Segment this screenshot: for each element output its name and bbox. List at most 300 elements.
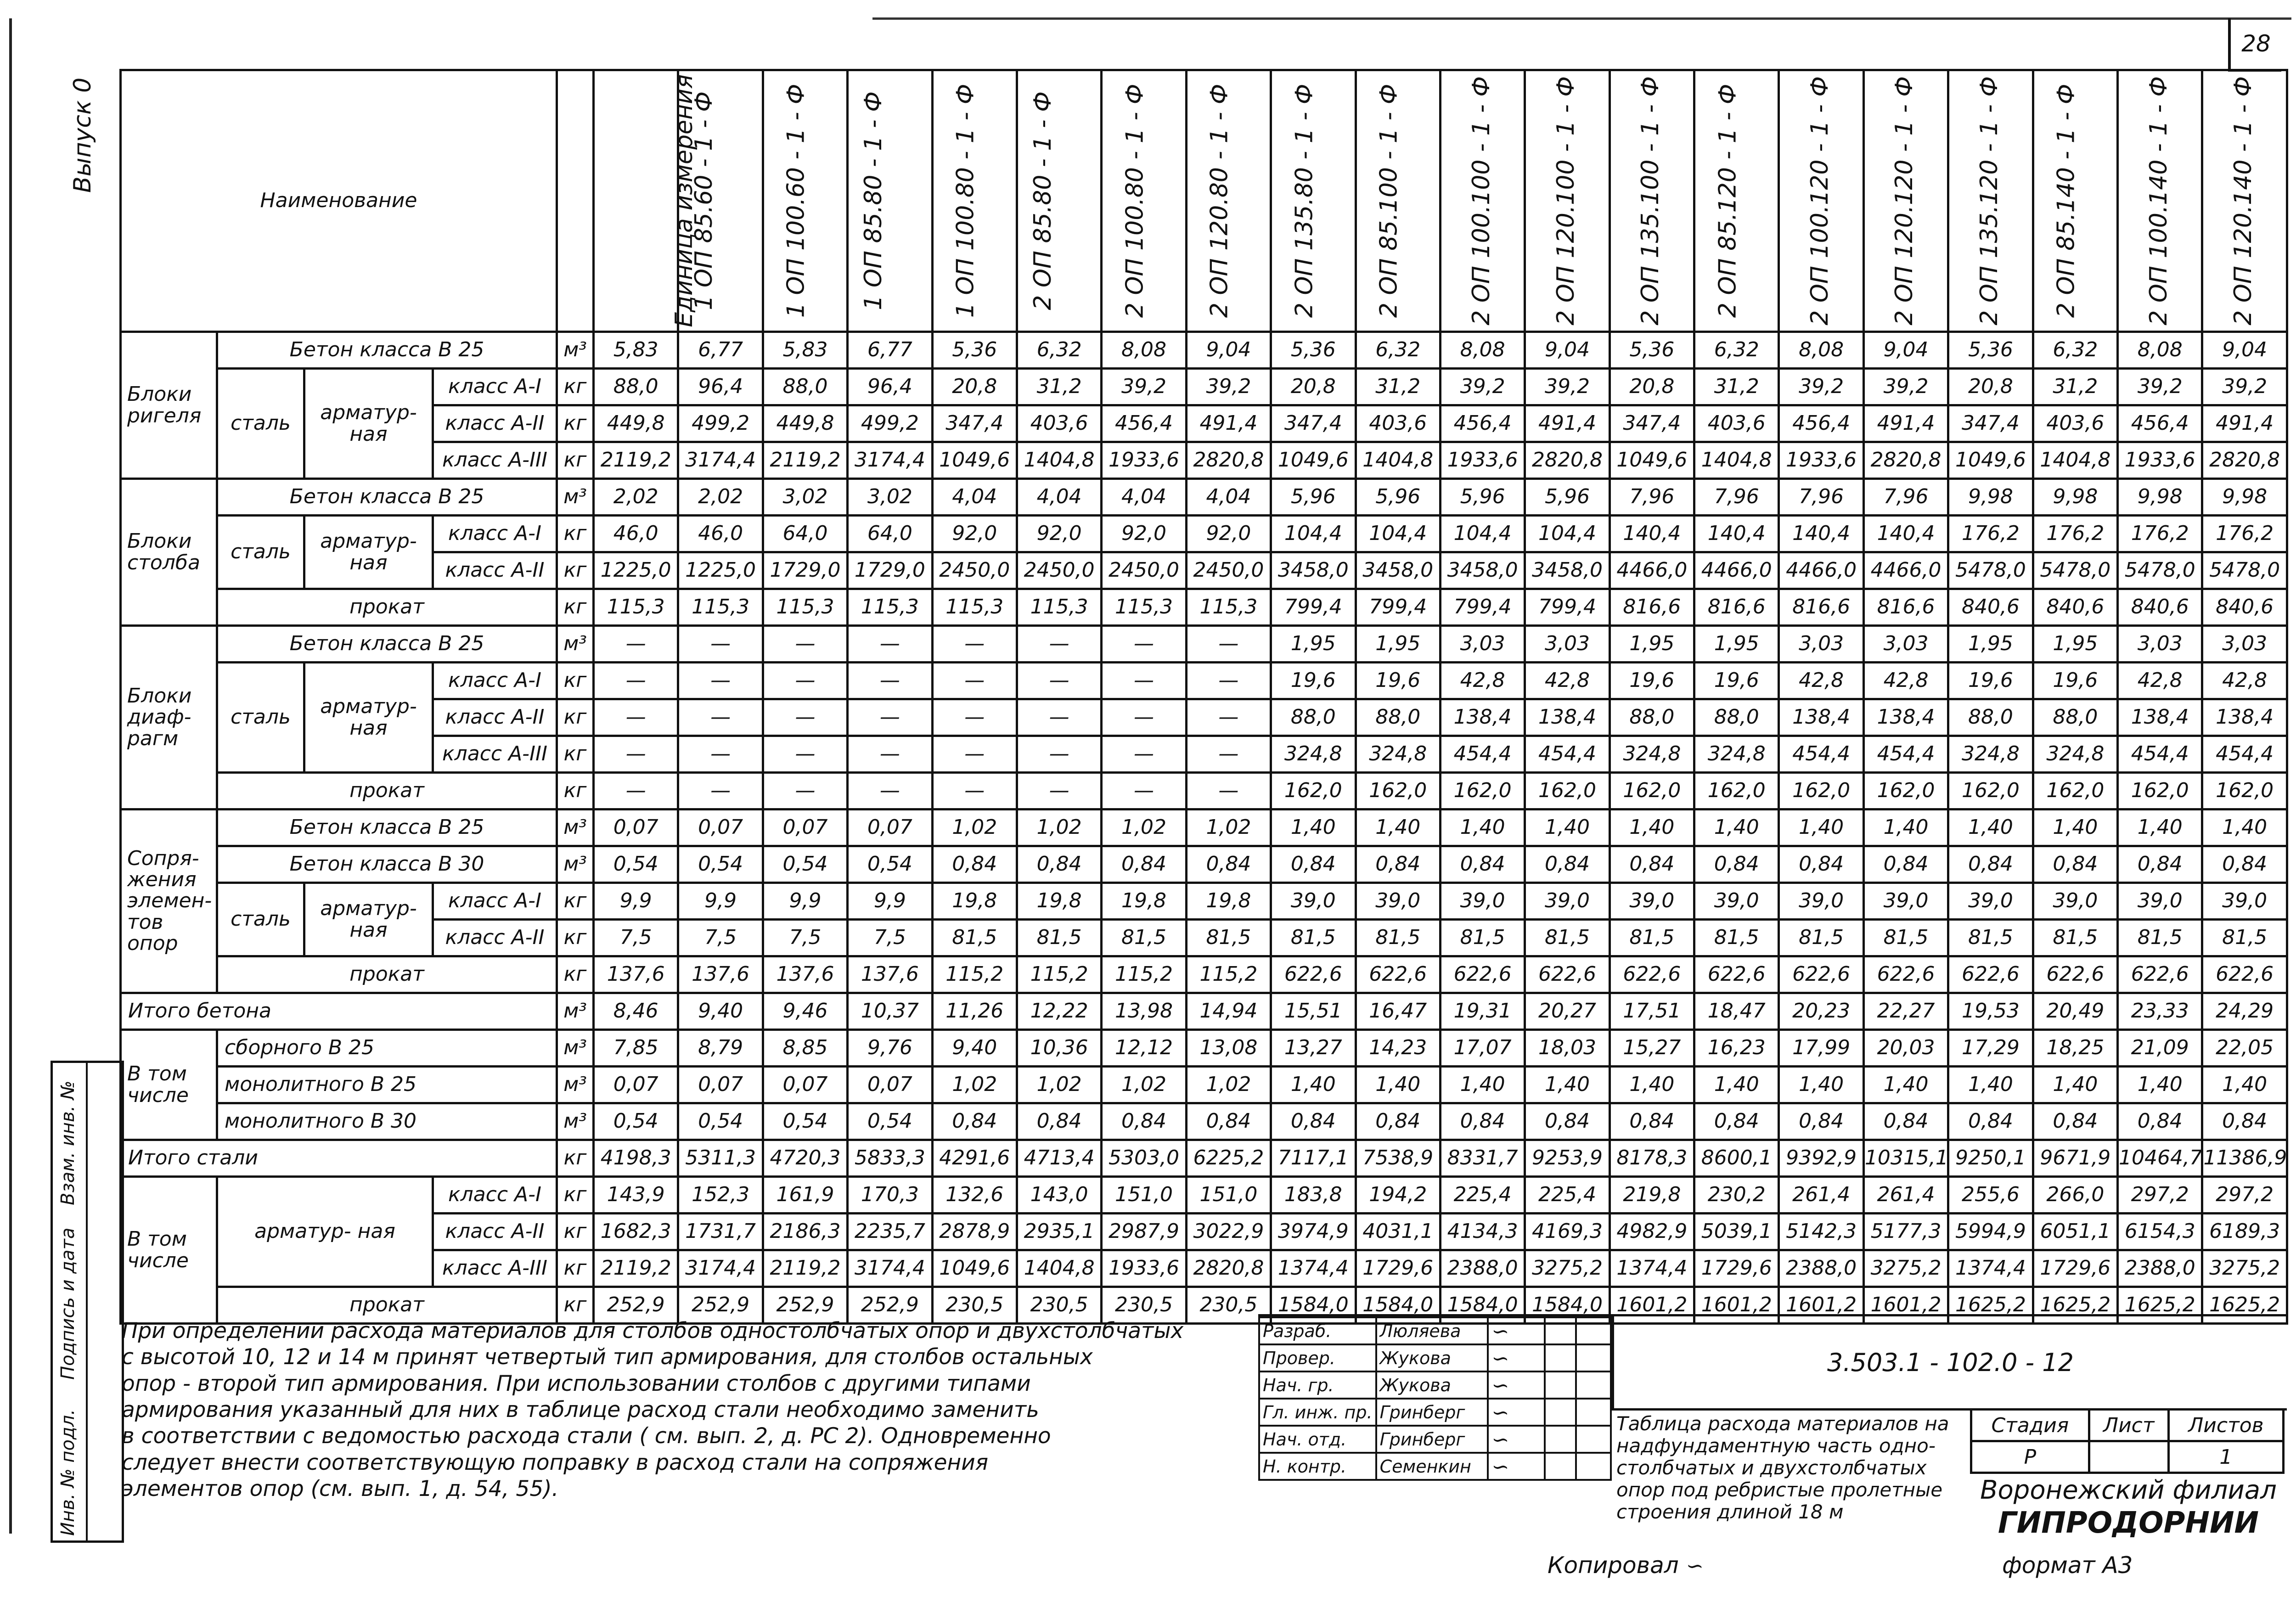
value-cell: 81,5 bbox=[1948, 920, 2033, 956]
value-cell: 622,6 bbox=[1863, 956, 1948, 993]
value-cell: 176,2 bbox=[2033, 516, 2117, 552]
value-cell: — bbox=[763, 663, 847, 699]
value-cell: 622,6 bbox=[1440, 956, 1525, 993]
value-cell: 324,8 bbox=[1694, 736, 1779, 773]
value-cell: 6,77 bbox=[848, 332, 932, 369]
value-cell: 0,84 bbox=[932, 1103, 1017, 1140]
left-border-line bbox=[9, 18, 12, 1534]
value-cell: 0,84 bbox=[1356, 846, 1440, 883]
unit-cell: кг bbox=[557, 1250, 594, 1287]
value-cell: 1374,4 bbox=[1609, 1250, 1694, 1287]
value-cell: 1,02 bbox=[1186, 809, 1271, 846]
value-cell: 5,36 bbox=[1271, 332, 1356, 369]
value-cell: 81,5 bbox=[1271, 920, 1356, 956]
value-cell: — bbox=[1017, 626, 1101, 663]
value-cell: 194,2 bbox=[1356, 1177, 1440, 1214]
value-cell: 2186,3 bbox=[763, 1214, 847, 1250]
value-cell: — bbox=[678, 699, 763, 736]
value-cell: 115,3 bbox=[1102, 589, 1186, 626]
value-cell: 0,84 bbox=[1525, 1103, 1609, 1140]
value-cell: 3,03 bbox=[1440, 626, 1525, 663]
value-cell: 491,4 bbox=[1863, 405, 1948, 442]
value-cell: 1,40 bbox=[1356, 809, 1440, 846]
value-cell: 138,4 bbox=[1779, 699, 1863, 736]
value-cell: 137,6 bbox=[848, 956, 932, 993]
value-cell: 137,6 bbox=[594, 956, 678, 993]
value-cell: 81,5 bbox=[1102, 920, 1186, 956]
signature-table bbox=[1258, 1316, 1612, 1481]
row-label: Итого бетона bbox=[121, 993, 557, 1030]
value-cell: 1933,6 bbox=[1779, 442, 1863, 479]
value-cell: 1601,2 bbox=[1863, 1287, 1948, 1324]
value-cell: 14,23 bbox=[1356, 1030, 1440, 1067]
value-cell: — bbox=[594, 773, 678, 809]
value-cell: 622,6 bbox=[1694, 956, 1779, 993]
value-cell: 4982,9 bbox=[1609, 1214, 1694, 1250]
value-cell: 266,0 bbox=[2033, 1177, 2117, 1214]
value-cell: 18,03 bbox=[1525, 1030, 1609, 1067]
value-cell: 143,9 bbox=[594, 1177, 678, 1214]
value-cell: 261,4 bbox=[1863, 1177, 1948, 1214]
value-cell: 138,4 bbox=[1525, 699, 1609, 736]
value-cell: 1404,8 bbox=[1694, 442, 1779, 479]
value-cell: 9,76 bbox=[848, 1030, 932, 1067]
value-cell: 1729,0 bbox=[763, 552, 847, 589]
value-cell: 138,4 bbox=[1863, 699, 1948, 736]
value-cell: 840,6 bbox=[1948, 589, 2033, 626]
value-cell: — bbox=[932, 626, 1017, 663]
unit-cell: м³ bbox=[557, 809, 594, 846]
value-cell: 0,07 bbox=[678, 809, 763, 846]
value-cell: 19,53 bbox=[1948, 993, 2033, 1030]
value-cell: 6051,1 bbox=[2033, 1214, 2117, 1250]
value-cell: 324,8 bbox=[1948, 736, 2033, 773]
unit-cell: кг bbox=[557, 369, 594, 405]
value-cell: 1049,6 bbox=[1271, 442, 1356, 479]
value-cell: 10,36 bbox=[1017, 1030, 1101, 1067]
value-cell: 2235,7 bbox=[848, 1214, 932, 1250]
value-cell: 2388,0 bbox=[2118, 1250, 2202, 1287]
value-cell: 0,84 bbox=[1525, 846, 1609, 883]
value-cell: 19,8 bbox=[932, 883, 1017, 920]
signature-row: Гл. инж. пр. Гринберг ∽ bbox=[1259, 1399, 1611, 1426]
value-cell: 8,85 bbox=[763, 1030, 847, 1067]
column-header: 2 ОП 85.100 - 1 - Ф bbox=[1271, 70, 1356, 332]
value-cell: 2987,9 bbox=[1102, 1214, 1186, 1250]
value-cell: 1404,8 bbox=[1017, 442, 1101, 479]
value-cell: 81,5 bbox=[1356, 920, 1440, 956]
value-cell: 1049,6 bbox=[932, 442, 1017, 479]
value-cell: 1374,4 bbox=[1271, 1250, 1356, 1287]
value-cell: 31,2 bbox=[1356, 369, 1440, 405]
group-label: Блоки ригеля bbox=[121, 332, 217, 479]
table-row bbox=[121, 1067, 2287, 1103]
value-cell: 7,96 bbox=[1609, 479, 1694, 516]
value-cell: 1,95 bbox=[1609, 626, 1694, 663]
value-cell: — bbox=[1102, 736, 1186, 773]
value-cell: 3458,0 bbox=[1525, 552, 1609, 589]
value-cell: 15,51 bbox=[1271, 993, 1356, 1030]
value-cell: 230,5 bbox=[1186, 1287, 1271, 1324]
value-cell: 19,8 bbox=[1017, 883, 1101, 920]
value-cell: 2820,8 bbox=[1186, 1250, 1271, 1287]
value-cell: — bbox=[932, 773, 1017, 809]
value-cell: 5478,0 bbox=[2033, 552, 2117, 589]
value-cell: 1,40 bbox=[1440, 809, 1525, 846]
value-cell: 11,26 bbox=[932, 993, 1017, 1030]
signature-mark: ∽ bbox=[1491, 1454, 1509, 1479]
stamp-replace-label: Взам. инв. № bbox=[57, 1080, 79, 1205]
sub-label: арматур- ная bbox=[304, 369, 433, 479]
table-row bbox=[121, 1030, 2287, 1067]
value-cell: 0,84 bbox=[1102, 1103, 1186, 1140]
value-cell: 19,8 bbox=[1102, 883, 1186, 920]
value-cell: 13,27 bbox=[1271, 1030, 1356, 1067]
value-cell: 5,96 bbox=[1271, 479, 1356, 516]
value-cell: 5478,0 bbox=[2118, 552, 2202, 589]
row-label: класс А-III bbox=[433, 442, 557, 479]
unit-cell: кг bbox=[557, 663, 594, 699]
value-cell: 39,0 bbox=[2118, 883, 2202, 920]
value-cell: 5,96 bbox=[1440, 479, 1525, 516]
unit-cell: м³ bbox=[557, 479, 594, 516]
value-cell: 10464,7 bbox=[2118, 1140, 2202, 1177]
value-cell: 2388,0 bbox=[1779, 1250, 1863, 1287]
value-cell: 0,84 bbox=[1779, 846, 1863, 883]
stamp-sign-label: Подпись и дата bbox=[57, 1227, 79, 1380]
signature-row: Разраб. Люляева ∽ bbox=[1259, 1317, 1611, 1344]
value-cell: 1933,6 bbox=[1102, 442, 1186, 479]
value-cell: 23,33 bbox=[2118, 993, 2202, 1030]
value-cell: 143,0 bbox=[1017, 1177, 1101, 1214]
value-cell: 403,6 bbox=[1356, 405, 1440, 442]
unit-cell: м³ bbox=[557, 1030, 594, 1067]
unit-cell: кг bbox=[557, 442, 594, 479]
value-cell: 6,32 bbox=[2033, 332, 2117, 369]
value-cell: 799,4 bbox=[1525, 589, 1609, 626]
value-cell: 816,6 bbox=[1863, 589, 1948, 626]
value-cell: 347,4 bbox=[1271, 405, 1356, 442]
value-cell: 8,46 bbox=[594, 993, 678, 1030]
sub-label: сталь bbox=[217, 369, 304, 479]
value-cell: 104,4 bbox=[1525, 516, 1609, 552]
value-cell: 3458,0 bbox=[1356, 552, 1440, 589]
value-cell: 0,07 bbox=[763, 1067, 847, 1103]
value-cell: 5,36 bbox=[1948, 332, 2033, 369]
value-cell: 81,5 bbox=[2033, 920, 2117, 956]
value-cell: 3275,2 bbox=[2202, 1250, 2287, 1287]
value-cell: 7117,1 bbox=[1271, 1140, 1356, 1177]
value-cell: 3,02 bbox=[763, 479, 847, 516]
column-header: 2 ОП 100.140 - 1 - Ф bbox=[2033, 70, 2117, 332]
value-cell: 64,0 bbox=[763, 516, 847, 552]
value-cell: 7,85 bbox=[594, 1030, 678, 1067]
value-cell: 140,4 bbox=[1779, 516, 1863, 552]
value-cell: 2820,8 bbox=[1525, 442, 1609, 479]
organization: Воронежский филиал ГИПРОДОРНИИ bbox=[1980, 1475, 2277, 1540]
value-cell: 454,4 bbox=[1863, 736, 1948, 773]
value-cell: 6,32 bbox=[1356, 332, 1440, 369]
value-cell: 252,9 bbox=[763, 1287, 847, 1324]
value-cell: 4720,3 bbox=[763, 1140, 847, 1177]
sub-label: арматур- ная bbox=[304, 516, 433, 589]
value-cell: 0,54 bbox=[763, 1103, 847, 1140]
value-cell: 7,96 bbox=[1694, 479, 1779, 516]
value-cell: 1,40 bbox=[1779, 809, 1863, 846]
table-row bbox=[121, 846, 2287, 883]
unit-cell: кг bbox=[557, 516, 594, 552]
value-cell: 39,0 bbox=[1609, 883, 1694, 920]
value-cell: 403,6 bbox=[1694, 405, 1779, 442]
value-cell: 0,84 bbox=[1102, 846, 1186, 883]
value-cell: 6154,3 bbox=[2118, 1214, 2202, 1250]
value-cell: 347,4 bbox=[1609, 405, 1694, 442]
value-cell: 1,40 bbox=[2202, 809, 2287, 846]
value-cell: — bbox=[763, 736, 847, 773]
value-cell: 1729,6 bbox=[1356, 1250, 1440, 1287]
value-cell: 1729,6 bbox=[2033, 1250, 2117, 1287]
value-cell: 1,02 bbox=[932, 809, 1017, 846]
value-cell: 39,0 bbox=[1356, 883, 1440, 920]
value-cell: 3174,4 bbox=[678, 1250, 763, 1287]
value-cell: 12,22 bbox=[1017, 993, 1101, 1030]
value-cell: 1,95 bbox=[1356, 626, 1440, 663]
value-cell: 0,07 bbox=[848, 809, 932, 846]
value-cell: 20,23 bbox=[1779, 993, 1863, 1030]
value-cell: 92,0 bbox=[1186, 516, 1271, 552]
table-row bbox=[121, 1103, 2287, 1140]
value-cell: 5833,3 bbox=[848, 1140, 932, 1177]
value-cell: 2820,8 bbox=[1863, 442, 1948, 479]
stamp-inv-label: Инв. № подл. bbox=[57, 1409, 79, 1536]
signature-mark: ∽ bbox=[1491, 1372, 1509, 1398]
value-cell: 0,07 bbox=[763, 809, 847, 846]
value-cell: 4466,0 bbox=[1779, 552, 1863, 589]
value-cell: 39,0 bbox=[1948, 883, 2033, 920]
value-cell: 2,02 bbox=[594, 479, 678, 516]
value-cell: 12,12 bbox=[1102, 1030, 1186, 1067]
value-cell: 140,4 bbox=[1863, 516, 1948, 552]
value-cell: 622,6 bbox=[1525, 956, 1609, 993]
value-cell: 1,40 bbox=[2202, 1067, 2287, 1103]
value-cell: 8,08 bbox=[1440, 332, 1525, 369]
value-cell: 138,4 bbox=[2202, 699, 2287, 736]
value-cell: 5311,3 bbox=[678, 1140, 763, 1177]
value-cell: 230,2 bbox=[1694, 1177, 1779, 1214]
top-border-line bbox=[872, 17, 2291, 20]
value-cell: 456,4 bbox=[1102, 405, 1186, 442]
table-row bbox=[121, 516, 2287, 552]
value-cell: 0,84 bbox=[1271, 1103, 1356, 1140]
value-cell: 39,0 bbox=[2202, 883, 2287, 920]
value-cell: 5,83 bbox=[594, 332, 678, 369]
value-cell: 491,4 bbox=[1186, 405, 1271, 442]
value-cell: 137,6 bbox=[678, 956, 763, 993]
value-cell: 4713,4 bbox=[1017, 1140, 1101, 1177]
value-cell: 10,37 bbox=[848, 993, 932, 1030]
table-row bbox=[121, 993, 2287, 1030]
signature-mark: ∽ bbox=[1491, 1345, 1509, 1371]
value-cell: 39,0 bbox=[1525, 883, 1609, 920]
value-cell: 152,3 bbox=[678, 1177, 763, 1214]
value-cell: 324,8 bbox=[1356, 736, 1440, 773]
unit-cell: кг bbox=[557, 405, 594, 442]
value-cell: 104,4 bbox=[1440, 516, 1525, 552]
value-cell: 1625,2 bbox=[2118, 1287, 2202, 1324]
value-cell: 0,84 bbox=[1948, 1103, 2033, 1140]
row-label: прокат bbox=[217, 773, 557, 809]
value-cell: — bbox=[1186, 663, 1271, 699]
value-cell: 9,9 bbox=[763, 883, 847, 920]
value-cell: 88,0 bbox=[763, 369, 847, 405]
value-cell: 456,4 bbox=[1440, 405, 1525, 442]
value-cell: 4,04 bbox=[1102, 479, 1186, 516]
value-cell: 7,5 bbox=[678, 920, 763, 956]
column-header: 2 ОП 85.140 - 1 - Ф bbox=[1948, 70, 2033, 332]
value-cell: 2119,2 bbox=[763, 442, 847, 479]
value-cell: — bbox=[594, 663, 678, 699]
value-cell: 622,6 bbox=[1356, 956, 1440, 993]
value-cell: 8,08 bbox=[1102, 332, 1186, 369]
value-cell: 1,40 bbox=[1694, 1067, 1779, 1103]
row-label: класс А-I bbox=[433, 369, 557, 405]
value-cell: 0,84 bbox=[1017, 846, 1101, 883]
value-cell: 499,2 bbox=[848, 405, 932, 442]
value-cell: 81,5 bbox=[2118, 920, 2202, 956]
value-cell: 1,40 bbox=[1525, 1067, 1609, 1103]
value-cell: 31,2 bbox=[2033, 369, 2117, 405]
value-cell: 252,9 bbox=[594, 1287, 678, 1324]
value-cell: 22,27 bbox=[1863, 993, 1948, 1030]
value-cell: 39,2 bbox=[1779, 369, 1863, 405]
value-cell: 46,0 bbox=[594, 516, 678, 552]
value-cell: 1,40 bbox=[1863, 1067, 1948, 1103]
group-label: В том числе bbox=[121, 1177, 217, 1324]
value-cell: 491,4 bbox=[2202, 405, 2287, 442]
value-cell: 0,84 bbox=[1863, 846, 1948, 883]
value-cell: 1,95 bbox=[1948, 626, 2033, 663]
value-cell: 39,0 bbox=[1271, 883, 1356, 920]
value-cell: — bbox=[1102, 773, 1186, 809]
value-cell: 1625,2 bbox=[1948, 1287, 2033, 1324]
format-label: формат А3 bbox=[2002, 1552, 2133, 1579]
value-cell: 3,03 bbox=[2202, 626, 2287, 663]
value-cell: 9,9 bbox=[678, 883, 763, 920]
value-cell: 1,95 bbox=[1271, 626, 1356, 663]
document-description: Таблица расхода материалов на надфундаментную часть одно- столбчатых и двухстолбчатых опор под ребристые пролетные строения длиной 18 м bbox=[1616, 1412, 1949, 1523]
value-cell: — bbox=[1186, 626, 1271, 663]
value-cell: 1404,8 bbox=[1017, 1250, 1101, 1287]
table-row bbox=[121, 773, 2287, 809]
value-cell: 0,84 bbox=[1779, 1103, 1863, 1140]
value-cell: 3174,4 bbox=[848, 442, 932, 479]
value-cell: 42,8 bbox=[1440, 663, 1525, 699]
value-cell: 324,8 bbox=[1271, 736, 1356, 773]
value-cell: — bbox=[1186, 736, 1271, 773]
value-cell: 9,98 bbox=[2118, 479, 2202, 516]
column-header: 2 ОП 100.80 - 1 - Ф bbox=[1017, 70, 1101, 332]
value-cell: 0,54 bbox=[848, 1103, 932, 1140]
value-cell: 19,6 bbox=[2033, 663, 2117, 699]
table-row bbox=[121, 405, 2287, 442]
value-cell: — bbox=[763, 773, 847, 809]
row-label: Бетон класса В 25 bbox=[217, 626, 557, 663]
value-cell: 219,8 bbox=[1609, 1177, 1694, 1214]
signature-mark: ∽ bbox=[1491, 1427, 1509, 1452]
value-cell: 1,40 bbox=[1271, 1067, 1356, 1103]
row-label: класс А-II bbox=[433, 699, 557, 736]
value-cell: 816,6 bbox=[1694, 589, 1779, 626]
value-cell: 0,84 bbox=[1186, 846, 1271, 883]
value-cell: 1,40 bbox=[1609, 809, 1694, 846]
value-cell: 0,84 bbox=[1948, 846, 2033, 883]
column-header: 2 ОП 85.120 - 1 - Ф bbox=[1609, 70, 1694, 332]
column-header: 2 ОП 100.100 - 1 - Ф bbox=[1356, 70, 1440, 332]
value-cell: — bbox=[932, 663, 1017, 699]
value-cell: 39,2 bbox=[1440, 369, 1525, 405]
value-cell: 9,04 bbox=[1863, 332, 1948, 369]
value-cell: 1584,0 bbox=[1356, 1287, 1440, 1324]
value-cell: 92,0 bbox=[1017, 516, 1101, 552]
value-cell: 1,40 bbox=[1525, 809, 1609, 846]
table-row bbox=[121, 332, 2287, 369]
value-cell: 81,5 bbox=[1186, 920, 1271, 956]
value-cell: 1933,6 bbox=[2118, 442, 2202, 479]
table-row bbox=[121, 809, 2287, 846]
value-cell: 2820,8 bbox=[1186, 442, 1271, 479]
value-cell: 1625,2 bbox=[2202, 1287, 2287, 1324]
value-cell: 39,0 bbox=[1863, 883, 1948, 920]
value-cell: 162,0 bbox=[1271, 773, 1356, 809]
value-cell: 9,04 bbox=[1186, 332, 1271, 369]
value-cell: 1584,0 bbox=[1271, 1287, 1356, 1324]
value-cell: — bbox=[1102, 699, 1186, 736]
value-cell: 1,40 bbox=[1271, 809, 1356, 846]
row-label: класс А-II bbox=[433, 920, 557, 956]
value-cell: 162,0 bbox=[2118, 773, 2202, 809]
value-cell: 0,54 bbox=[763, 846, 847, 883]
table-row bbox=[121, 479, 2287, 516]
value-cell: 16,47 bbox=[1356, 993, 1440, 1030]
value-cell: 20,8 bbox=[1271, 369, 1356, 405]
value-cell: 1729,0 bbox=[848, 552, 932, 589]
value-cell: 88,0 bbox=[1609, 699, 1694, 736]
value-cell: 2,02 bbox=[678, 479, 763, 516]
row-label: прокат bbox=[217, 1287, 557, 1324]
value-cell: 4198,3 bbox=[594, 1140, 678, 1177]
group-label: Сопря- жения элемен- тов опор bbox=[121, 809, 217, 993]
value-cell: 499,2 bbox=[678, 405, 763, 442]
value-cell: 324,8 bbox=[2033, 736, 2117, 773]
value-cell: 2450,0 bbox=[1102, 552, 1186, 589]
value-cell: 1,40 bbox=[2118, 809, 2202, 846]
group-label: Блоки диаф- рагм bbox=[121, 626, 217, 809]
value-cell: 1,40 bbox=[1863, 809, 1948, 846]
value-cell: 92,0 bbox=[932, 516, 1017, 552]
column-header: 1 ОП 85.60 - 1 - Ф bbox=[594, 70, 678, 332]
value-cell: 1,40 bbox=[2118, 1067, 2202, 1103]
row-label: Бетон класса В 30 bbox=[217, 846, 557, 883]
notes-text: При определении расхода материалов для столбов одностолбчатых опор и двухстолбчатых с высотой 10, 12 и 14 м принят четвертый тип армирования, для столбов остальных опор - второй тип армирования. При использовании столбов с другими типами армирования указанный для них в таблице расход стали необходимо заменить в соответствии с ведомостью расхода стали ( см. вып. 2, д. РС 2). Одновременно следует внести соответствующую поправку в расход стали на сопряжения элементов опор (см. вып. 1, д. 54, 55). bbox=[122, 1318, 1184, 1501]
table-row bbox=[121, 442, 2287, 479]
column-header: 2 ОП 135.80 - 1 - Ф bbox=[1186, 70, 1271, 332]
value-cell: 1729,6 bbox=[1694, 1250, 1779, 1287]
signature-mark: ∽ bbox=[1491, 1400, 1509, 1425]
value-cell: 18,47 bbox=[1694, 993, 1779, 1030]
value-cell: 252,9 bbox=[678, 1287, 763, 1324]
value-cell: 4,04 bbox=[932, 479, 1017, 516]
value-cell: 1,40 bbox=[1356, 1067, 1440, 1103]
